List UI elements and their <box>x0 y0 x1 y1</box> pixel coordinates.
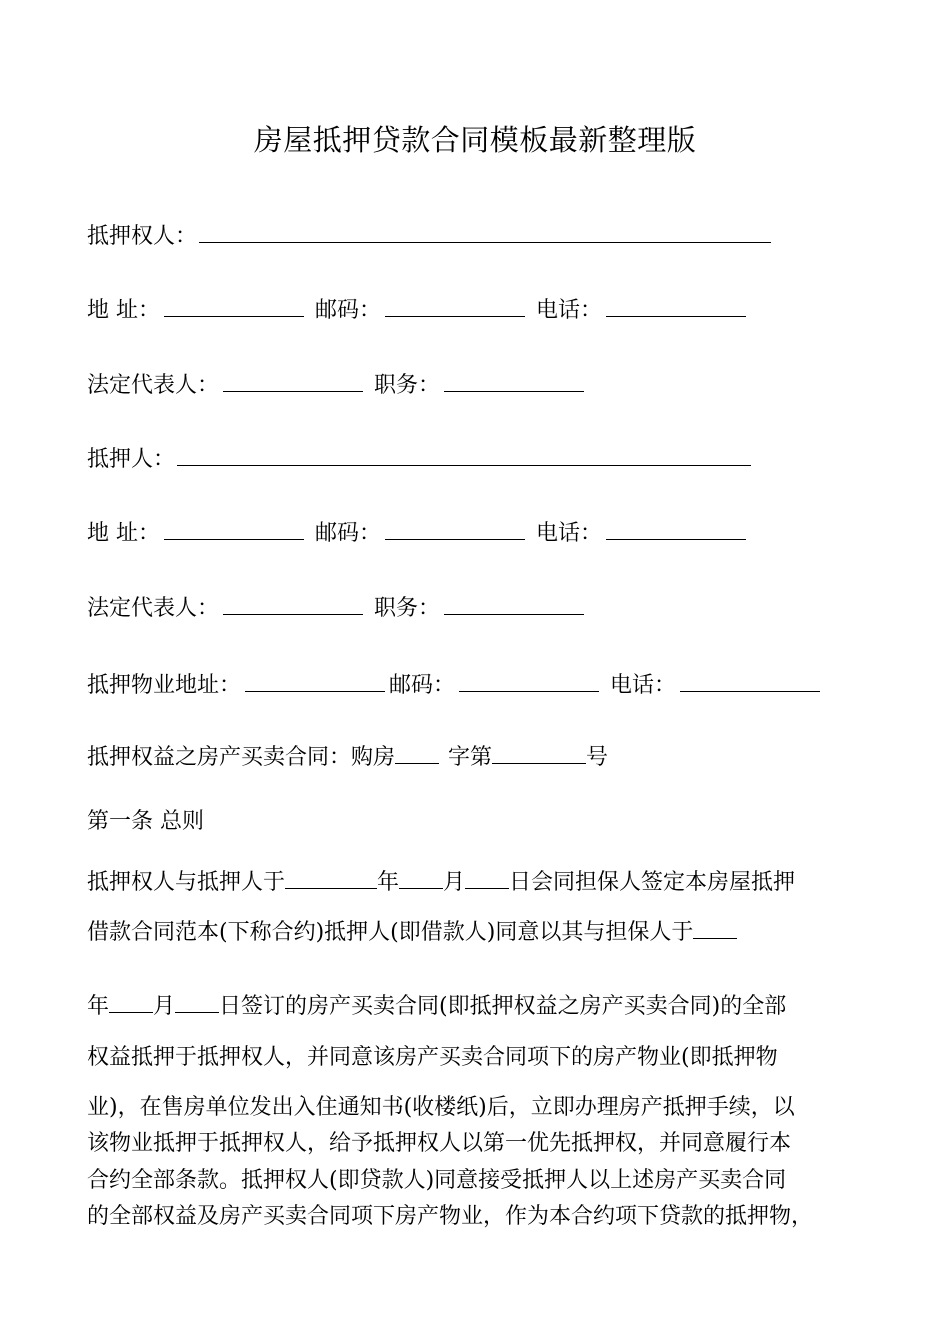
postcode-label: 邮码： <box>315 521 382 546</box>
article-line-3 <box>87 992 786 1022</box>
address-label: 地 址： <box>87 521 160 546</box>
article-line-7: 合约全部条款。抵押权人(即贷款人)同意接受抵押人以上述房产买卖合同 <box>87 1168 787 1193</box>
mortgagor-blank <box>177 445 751 466</box>
contract-ref-line <box>87 743 608 773</box>
article-line-2 <box>87 918 737 948</box>
mortgagor-rep-line <box>87 594 588 624</box>
phone-label: 电话： <box>610 673 677 698</box>
year-blank <box>693 918 737 939</box>
legal-rep-label: 法定代表人： <box>87 373 220 398</box>
mortgagor-line <box>87 445 755 475</box>
address-label: 地 址： <box>87 298 160 323</box>
legal-rep-label: 法定代表人： <box>87 596 220 621</box>
position-label: 职务： <box>374 373 441 398</box>
position-blank <box>444 594 584 615</box>
article-line-4: 权益抵押于抵押权人，并同意该房产买卖合同项下的房产物业(即抵押物 <box>87 1045 778 1070</box>
mortgagee-address-line <box>87 296 750 326</box>
postcode-label: 邮码： <box>315 298 382 323</box>
position-label: 职务： <box>374 596 441 621</box>
article-line-6: 该物业抵押于抵押权人，给予抵押权人以第一优先抵押权，并同意履行本 <box>87 1131 792 1156</box>
postcode-label: 邮码： <box>389 673 456 698</box>
article-line-8: 的全部权益及房产买卖合同项下房产物业，作为本合约项下贷款的抵押物， <box>87 1204 814 1229</box>
legal-rep-blank <box>223 371 363 392</box>
contract-ref-prefix: 抵押权益之房产买卖合同：购房 <box>87 745 396 770</box>
article-line-1 <box>87 868 795 898</box>
text-segment: 日签订的房产买卖合同(即抵押权益之房产买卖合同)的全部 <box>219 994 787 1019</box>
text-segment: 年 <box>87 994 110 1019</box>
text-segment: 借款合同范本(下称合约)抵押人(即借款人)同意以其与担保人于 <box>87 920 694 945</box>
property-address-line <box>87 671 824 701</box>
address-blank <box>164 296 304 317</box>
legal-rep-blank <box>223 594 363 615</box>
postcode-blank <box>385 519 525 540</box>
month-blank <box>399 868 443 889</box>
article-line-5: 业)，在售房单位发出入住通知书(收楼纸)后，立即办理房产抵押手续，以 <box>87 1095 795 1120</box>
phone-blank <box>606 296 746 317</box>
mortgagee-line <box>87 222 775 252</box>
contract-ref-suffix: 号 <box>586 745 609 770</box>
day-blank <box>175 992 219 1013</box>
property-address-label: 抵押物业地址： <box>87 673 242 698</box>
address-blank <box>164 519 304 540</box>
document-title: 房屋抵押贷款合同模板最新整理版 <box>253 123 697 157</box>
phone-label: 电话： <box>536 298 603 323</box>
postcode-blank <box>459 671 599 692</box>
postcode-blank <box>385 296 525 317</box>
mortgagor-address-line <box>87 519 750 549</box>
mortgagor-label: 抵押人： <box>87 447 176 472</box>
phone-blank <box>606 519 746 540</box>
day-blank <box>465 868 509 889</box>
contract-ref-middle: 字第 <box>448 745 493 770</box>
property-address-blank <box>245 671 385 692</box>
purchase-no-blank <box>395 743 439 764</box>
text-segment: 月 <box>443 870 466 895</box>
text-segment: 日会同担保人签定本房屋抵押 <box>509 870 796 895</box>
year-blank <box>285 868 377 889</box>
phone-blank <box>680 671 820 692</box>
serial-no-blank <box>492 743 586 764</box>
month-blank <box>109 992 153 1013</box>
text-segment: 年 <box>377 870 400 895</box>
mortgagee-label: 抵押权人： <box>87 224 198 249</box>
article-heading: 第一条 总则 <box>87 809 204 834</box>
phone-label: 电话： <box>536 521 603 546</box>
position-blank <box>444 371 584 392</box>
mortgagee-rep-line <box>87 371 588 401</box>
mortgagee-blank <box>199 222 771 243</box>
text-segment: 抵押权人与抵押人于 <box>87 870 286 895</box>
text-segment: 月 <box>153 994 176 1019</box>
